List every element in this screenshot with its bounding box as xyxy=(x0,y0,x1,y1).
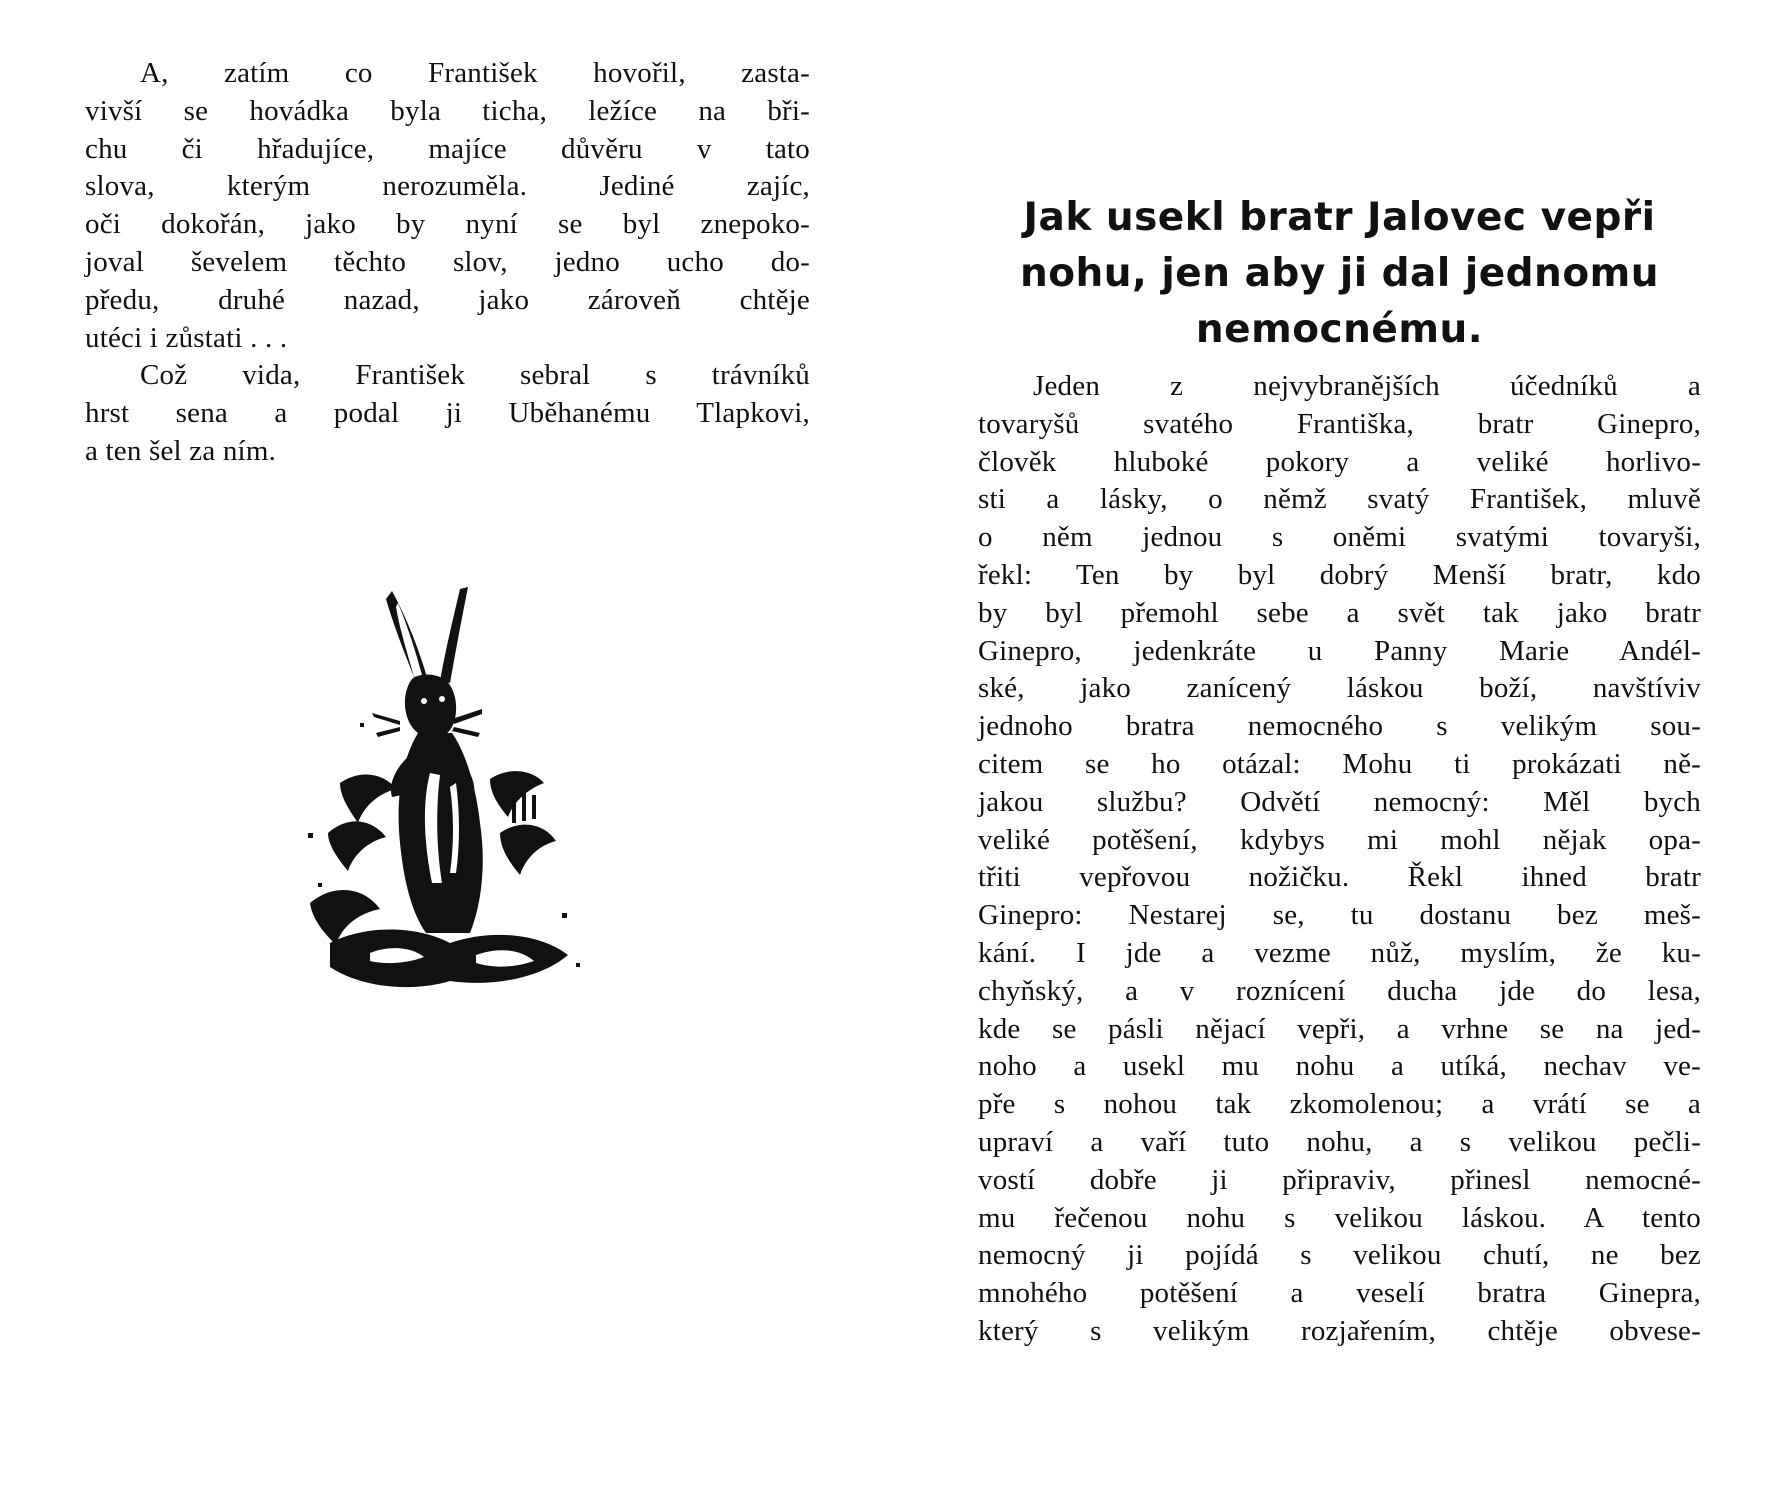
text-line: veliké potěšení, kdybys mi mohl nějak opa- xyxy=(978,823,1701,856)
text-line: řekl: Ten by byl dobrý Menší bratr, kdo xyxy=(978,558,1701,591)
text-line: jakou službu? Odvětí nemocný: Měl bych xyxy=(978,785,1701,818)
text-line: vivší se hovádka byla ticha, ležíce na bři- xyxy=(85,94,810,127)
right-paragraph xyxy=(978,368,1701,1351)
text-line: a ten šel za ním. xyxy=(85,434,277,467)
left-text-column xyxy=(85,55,810,471)
text-line: slova, kterým nerozuměla. Jediné zajíc, xyxy=(85,170,810,203)
text-line: noho a usekl mu nohu a utíká, nechav ve- xyxy=(978,1050,1701,1083)
chapter-title-line: nemocnému. xyxy=(1195,307,1484,352)
text-line: vostí dobře ji připraviv, přinesl nemocné- xyxy=(978,1163,1701,1196)
text-line: kání. I jde a vezme nůž, myslím, že ku- xyxy=(978,936,1701,969)
text-line: jednoho bratra nemocného s velikým sou- xyxy=(978,710,1701,743)
text-line: nemocný ji pojídá s velikou chutí, ne bez xyxy=(978,1239,1701,1272)
right-page xyxy=(978,190,1701,1351)
text-line: třiti vepřovou nožičku. Řekl ihned bratr xyxy=(978,861,1701,894)
chapter-title xyxy=(978,190,1701,358)
text-line: pře s nohou tak zkomolenou; a vrátí se a xyxy=(978,1088,1701,1121)
text-line: upraví a vaří tuto nohu, a s velikou pečli- xyxy=(978,1125,1701,1158)
text-line: Ginepro, jedenkráte u Panny Marie Andél- xyxy=(978,634,1701,667)
text-line: mnohého potěšení a veselí bratra Ginepra, xyxy=(978,1277,1701,1310)
text-line: který s velikým rozjařením, chtěje obvese- xyxy=(978,1314,1701,1347)
text-line: oči dokořán, jako by nyní se byl znepoko- xyxy=(85,208,810,241)
left-paragraph-1 xyxy=(85,55,810,357)
text-line: A, zatím co František hovořil, zasta- xyxy=(140,57,810,89)
chapter-title-line: nohu, jen aby ji dal jednomu xyxy=(1019,251,1660,296)
text-line: Ginepro: Nestarej se, tu dostanu bez meš- xyxy=(978,899,1701,932)
text-line: citem se ho otázal: Mohu ti prokázati ně- xyxy=(978,747,1701,780)
text-line: by byl přemohl sebe a svět tak jako bratr xyxy=(978,596,1701,629)
text-line: o něm jednou s oněmi svatými tovaryši, xyxy=(978,521,1701,554)
text-line: předu, druhé nazad, jako zároveň chtěje xyxy=(85,283,810,316)
text-line: mu řečenou nohu s velikou láskou. A tento xyxy=(978,1201,1701,1234)
text-line: hrst sena a podal ji Uběhanému Tlapkovi, xyxy=(85,397,810,430)
text-line: joval ševelem těchto slov, jedno ucho do- xyxy=(85,245,810,278)
text-line: kde se pásli nějací vepři, a vrhne se na jed- xyxy=(978,1012,1701,1045)
text-line: chyňský, a v roznícení ducha jde do lesa, xyxy=(978,974,1701,1007)
text-line: Což vida, František sebral s trávníků xyxy=(140,359,810,392)
text-line: utéci i zůstati . . . xyxy=(85,321,288,354)
hare-woodcut-icon xyxy=(300,583,590,1003)
text-line: tovaryšů svatého Františka, bratr Ginepro, xyxy=(978,407,1701,440)
text-line: chu či hřadujíce, majíce důvěru v tato xyxy=(85,132,810,165)
left-page xyxy=(85,55,810,471)
text-line: ské, jako zanícený láskou boží, navštíviv xyxy=(978,672,1701,705)
text-line: člověk hluboké pokory a veliké horlivo- xyxy=(978,445,1701,478)
text-line: Jeden z nejvybranějších účedníků a xyxy=(1033,370,1701,402)
chapter-title-line: Jak usekl bratr Jalovec vepři xyxy=(1023,195,1656,240)
text-line: sti a lásky, o němž svatý František, mluvě xyxy=(978,483,1701,516)
left-paragraph-2 xyxy=(85,357,810,470)
